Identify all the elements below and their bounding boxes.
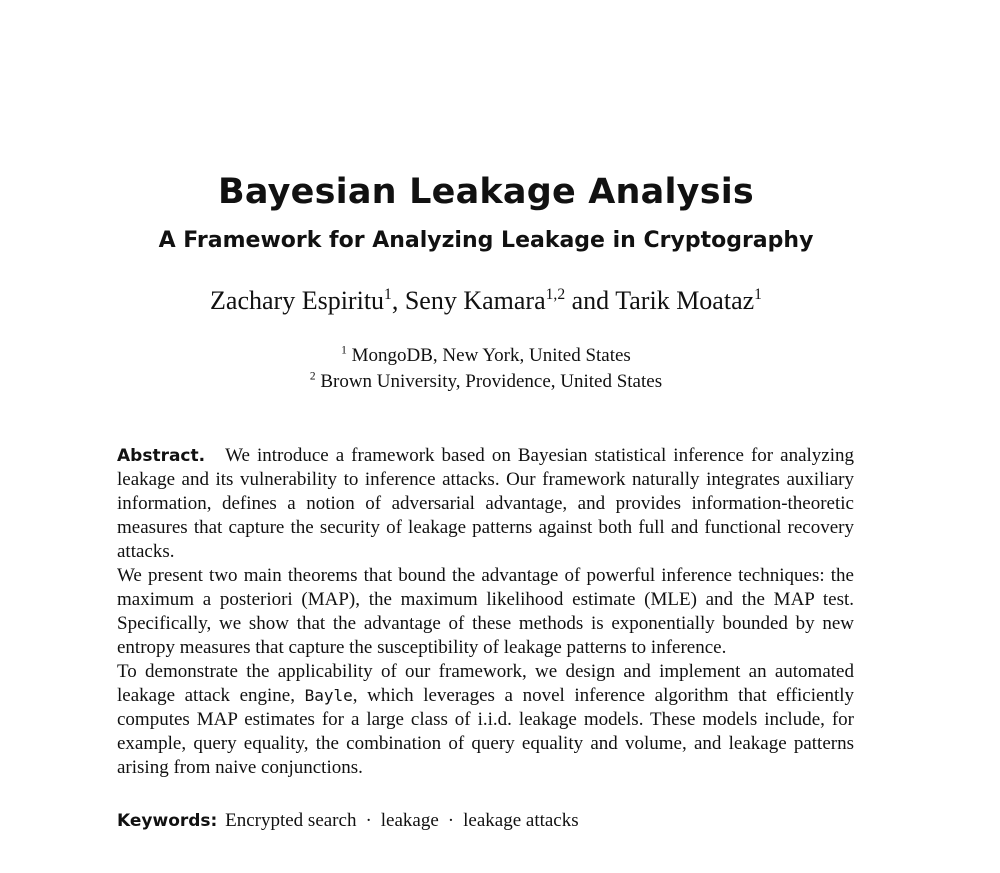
keyword: leakage <box>380 810 439 831</box>
keyword: leakage attacks <box>463 810 579 831</box>
keyword-separator: · <box>365 810 372 831</box>
abstract-heading: Abstract. <box>117 446 206 466</box>
author-affiliation-mark: 1,2 <box>545 285 566 303</box>
abstract-paragraph <box>117 444 854 564</box>
author-affiliation-mark: 1 <box>384 285 392 303</box>
paper-subtitle: A Framework for Analyzing Leakage in Cryptography <box>158 228 814 253</box>
author-name: Seny Kamara <box>404 286 546 315</box>
author-separator: , <box>391 286 405 315</box>
abstract-paragraph <box>117 660 854 780</box>
author-separator: and <box>565 286 616 315</box>
author-name: Zachary Espiritu <box>210 286 385 315</box>
abstract-text: We present two main theorems that bound the advantage of powerful inference techniques: the maximum a posteriori (MAP), the maximum likelihood estimate (MLE) and the MAP test. Specifically, we show that the advantage of these methods is exponentially bounded by new entropy measures that capture the susceptibility of leakage patterns to inference. <box>117 565 854 658</box>
affiliation-text: Brown University, Providence, United States <box>320 371 663 392</box>
author-name: Tarik Moataz <box>615 286 755 315</box>
keywords <box>117 810 854 832</box>
author-affiliation-mark: 1 <box>754 285 762 303</box>
keyword-separator: · <box>447 810 455 831</box>
affiliation-line <box>0 345 972 367</box>
abstract-paragraph <box>117 564 854 660</box>
keyword: Encrypted search <box>225 810 357 831</box>
abstract-text: , which leverages a novel inference algorithm that efficiently computes MAP estimates for a large class of i.i.d. leakage models. These models include, for example, query equality, the combination of query equality and volume, and leakage patterns arising from naive conjunctions. <box>117 685 854 778</box>
keywords-heading: Keywords: <box>117 811 218 831</box>
affiliation-number: 1 <box>341 344 347 357</box>
author-list <box>0 286 972 316</box>
abstract <box>117 444 854 780</box>
affiliation-line <box>0 371 972 393</box>
paper-title: Bayesian Leakage Analysis <box>218 172 754 212</box>
abstract-text: We introduce a framework based on Bayesian statistical inference for analyzing leakage and its vulnerability to inference attacks. Our framework naturally integrates auxiliary information, defines a notion of adversarial advantage, and provides information-theoretic measures that capture the security of leakage patterns against both full and functional recovery attacks. <box>117 445 854 562</box>
affiliation-text: MongoDB, New York, United States <box>351 345 631 366</box>
tool-name: Bayle <box>304 686 353 705</box>
abstract-text: To demonstrate the applicability of our framework, we design and implement an automated leakage attack engine, <box>117 661 854 706</box>
affiliation-number: 2 <box>309 370 316 383</box>
